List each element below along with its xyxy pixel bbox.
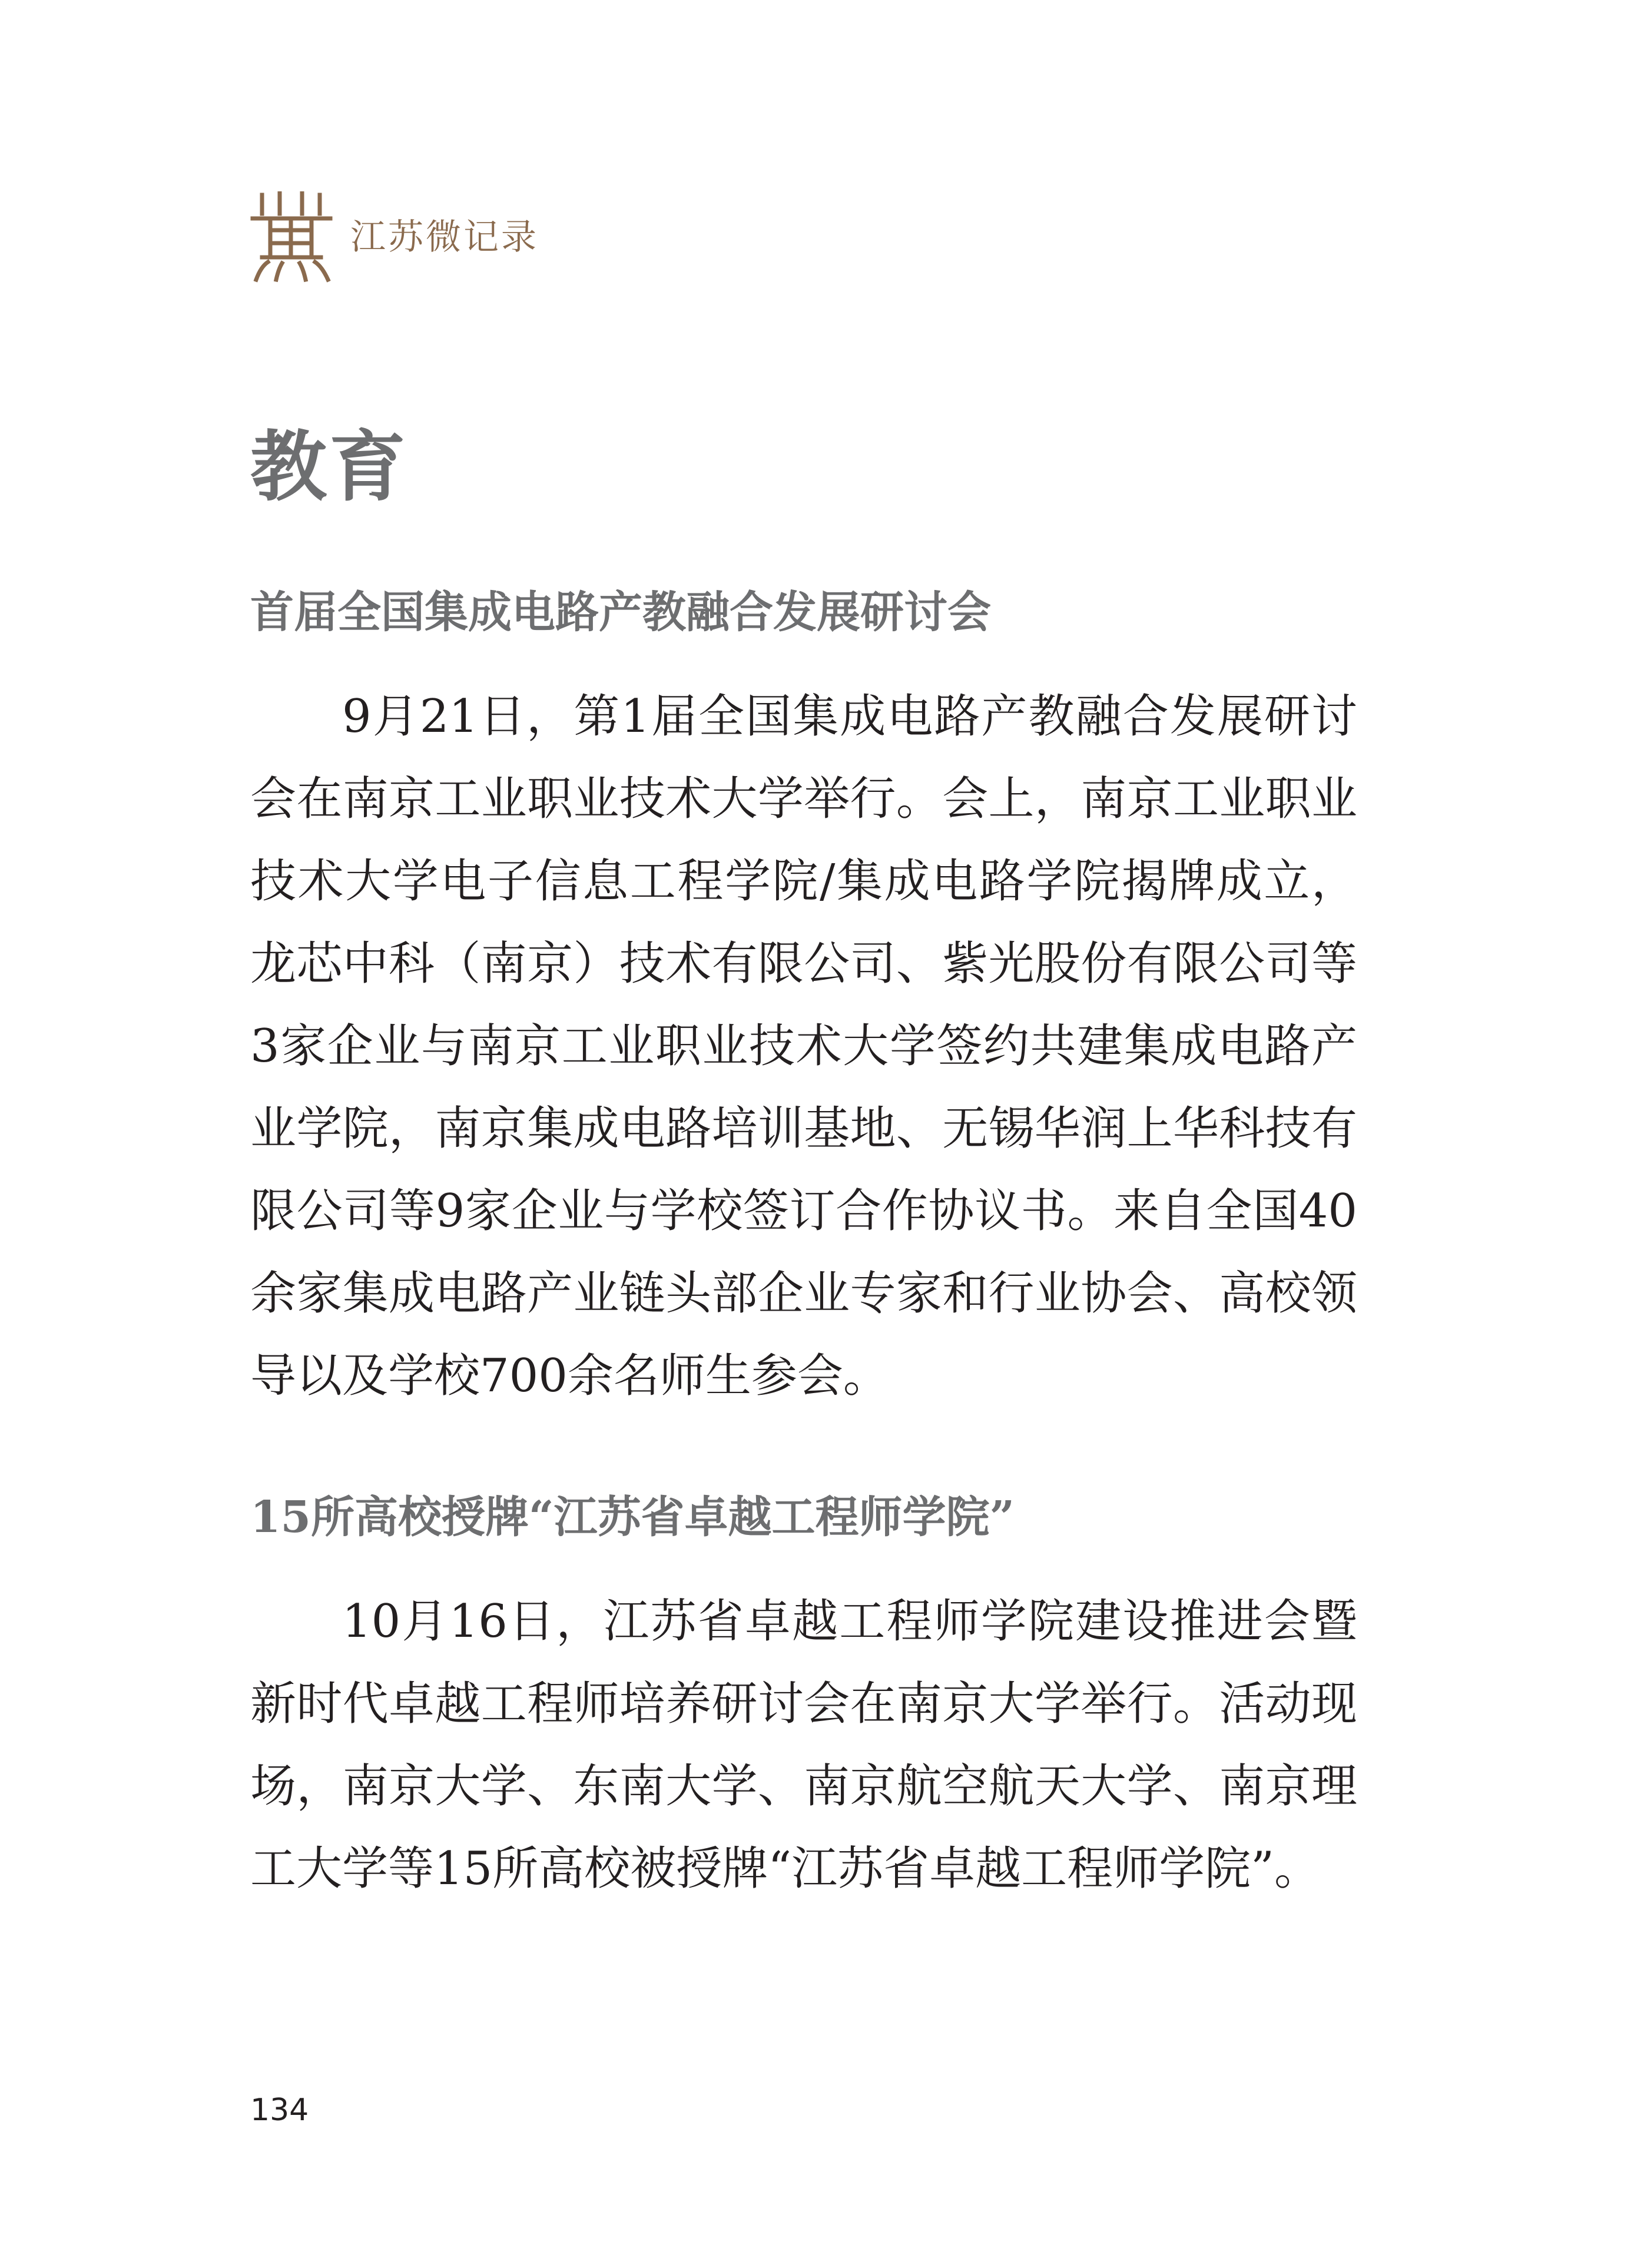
article-heading: 首届全国集成电路产教融合发展研讨会 xyxy=(250,587,991,638)
page-header xyxy=(250,188,539,286)
article-body: 10月16日，江苏省卓越工程师学院建设推进会暨新时代卓越工程师培养研讨会在南京大学举行。活动现场，南京大学、东南大学、南京航空航天大学、南京理工大学等15所高校被授牌“江苏省卓越工程师学院”。 xyxy=(250,1595,1357,1895)
jiangsu-logo-icon xyxy=(250,191,333,283)
article-heading: 15所高校授牌“江苏省卓越工程师学院” xyxy=(250,1492,1015,1543)
article-body: 9月21日，第1届全国集成电路产教融合发展研讨会在南京工业职业技术大学举行。会上，南京工业职业技术大学电子信息工程学院/集成电路学院揭牌成立，龙芯中科（南京）技术有限公司、紫光股份有限公司等3家企业与南京工业职业技术大学签约共建集成电路产业学院，南京集成电路培训基地、无锡华润上华科技有限公司等9家企业与学校签订合作协议书。来自全国40余家集成电路产业链头部企业专家和行业协会、高校领导以及学校700余名师生参会。 xyxy=(250,690,1357,1402)
page-number: 134 xyxy=(250,2093,309,2128)
section-title: 教育 xyxy=(250,422,409,512)
header-title: 江苏微记录 xyxy=(350,216,539,258)
